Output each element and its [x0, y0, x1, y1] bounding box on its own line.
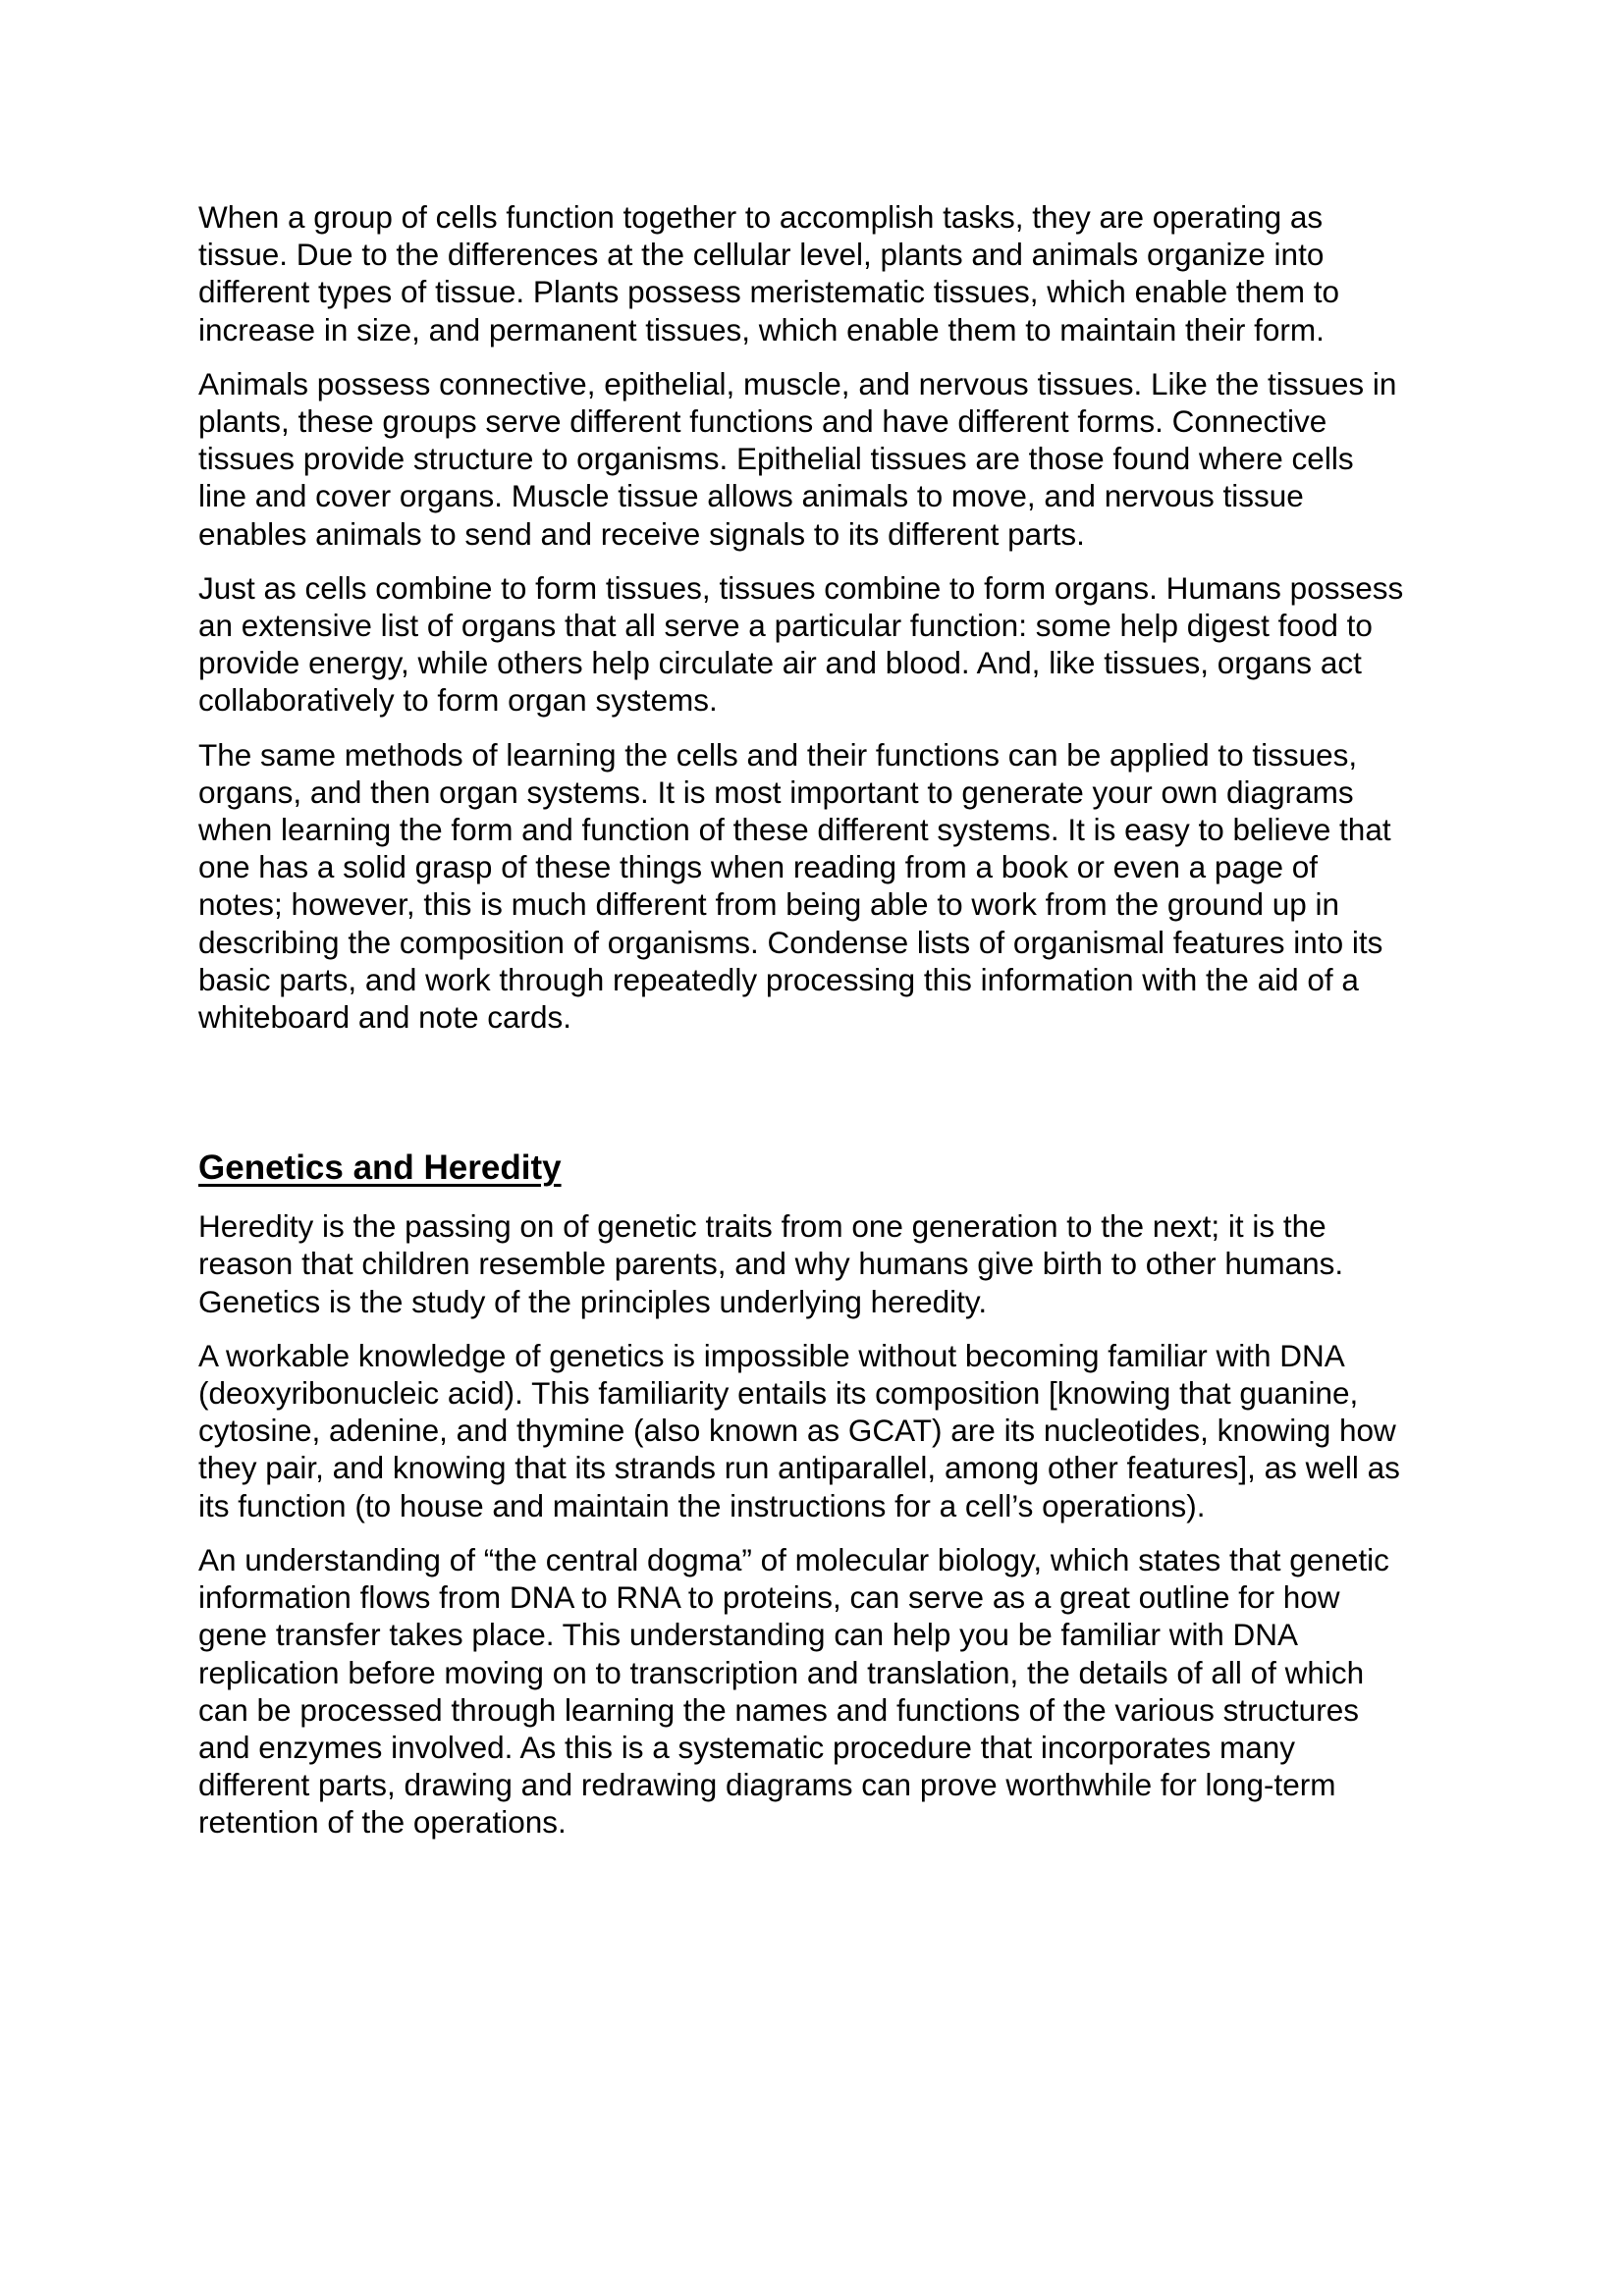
text-line: and enzymes involved. As this is a systematic procedure that incorporates many: [198, 1729, 1296, 1765]
text-line: When a group of cells function together to accomplish tasks, they are operating as: [198, 199, 1324, 235]
text-line: gene transfer takes place. This understanding can help you be familiar with DNA: [198, 1617, 1299, 1653]
text-line: line and cover organs. Muscle tissue allows animals to move, and nervous tissue: [198, 478, 1304, 514]
text-line: describing the composition of organisms. Condense lists of organismal features into its: [198, 924, 1383, 960]
text-line: replication before moving on to transcription and translation, the details of all of which: [198, 1654, 1365, 1690]
text-line: An understanding of “the central dogma” of molecular biology, which states that genetic: [198, 1541, 1389, 1577]
section-genetics-heredity: [198, 1148, 1494, 1841]
text-line: provide energy, while others help circulate air and blood. And, like tissues, organs act: [198, 645, 1362, 681]
text-line: basic parts, and work through repeatedly processing this information with the aid of a: [198, 961, 1359, 997]
text-line: when learning the form and function of these different systems. It is easy to believe that: [198, 812, 1391, 848]
section-spacer: [198, 1052, 1494, 1148]
paragraph-heredity-definition: [198, 1207, 1494, 1320]
paragraph-animal-tissues: [198, 365, 1494, 553]
text-line: cytosine, adenine, and thymine (also known as GCAT) are its nucleotides, knowing how: [198, 1413, 1396, 1449]
text-line: enables animals to send and receive signals to its different parts.: [198, 515, 1085, 552]
paragraph-organs: [198, 569, 1494, 720]
text-line: whiteboard and note cards.: [198, 999, 571, 1036]
text-line: collaboratively to form organ systems.: [198, 682, 718, 719]
text-line: Just as cells combine to form tissues, tissues combine to form organs. Humans possess: [198, 569, 1404, 606]
text-line: different types of tissue. Plants possess meristematic tissues, which enable them to: [198, 274, 1339, 310]
text-line: tissue. Due to the differences at the cellular level, plants and animals organize into: [198, 237, 1325, 273]
text-line: plants, these groups serve different functions and have different forms. Connective: [198, 403, 1327, 440]
text-line: A workable knowledge of genetics is impossible without becoming familiar with DNA: [198, 1337, 1345, 1373]
paragraph-dna-knowledge: [198, 1337, 1494, 1524]
text-line: The same methods of learning the cells and their functions can be applied to tissues,: [198, 736, 1358, 773]
text-line: Heredity is the passing on of genetic traits from one generation to the next; it is the: [198, 1208, 1326, 1245]
text-line: reason that children resemble parents, and why humans give birth to other humans.: [198, 1246, 1344, 1282]
section-heading: Genetics and Heredity: [198, 1148, 562, 1188]
text-line: retention of the operations.: [198, 1804, 567, 1841]
text-line: different parts, drawing and redrawing diagrams can prove worthwhile for long-term: [198, 1767, 1336, 1803]
text-line: organs, and then organ systems. It is most important to generate your own diagrams: [198, 774, 1354, 810]
paragraph-central-dogma: [198, 1541, 1494, 1842]
text-line: Animals possess connective, epithelial, muscle, and nervous tissues. Like the tissues in: [198, 365, 1397, 401]
text-line: its function (to house and maintain the instructions for a cell’s operations).: [198, 1487, 1206, 1523]
text-line: increase in size, and permanent tissues, which enable them to maintain their form.: [198, 311, 1325, 347]
text-line: can be processed through learning the names and functions of the various structures: [198, 1691, 1359, 1728]
text-line: information flows from DNA to RNA to proteins, can serve as a great outline for how: [198, 1579, 1340, 1616]
text-line: notes; however, this is much different from being able to work from the ground up in: [198, 886, 1340, 923]
text-line: one has a solid grasp of these things when reading from a book or even a page of: [198, 849, 1318, 885]
paragraph-learning-methods: [198, 736, 1494, 1037]
text-line: they pair, and knowing that its strands run antiparallel, among other features], as well as: [198, 1450, 1400, 1486]
text-line: (deoxyribonucleic acid). This familiarity entails its composition [knowing that guanine,: [198, 1375, 1359, 1412]
paragraph-tissues-intro: [198, 198, 1494, 348]
text-line: an extensive list of organs that all serve a particular function: some help digest food to: [198, 608, 1373, 644]
text-line: Genetics is the study of the principles underlying heredity.: [198, 1283, 988, 1319]
document-page: [198, 198, 1494, 1858]
text-line: tissues provide structure to organisms. Epithelial tissues are those found where cells: [198, 441, 1354, 477]
